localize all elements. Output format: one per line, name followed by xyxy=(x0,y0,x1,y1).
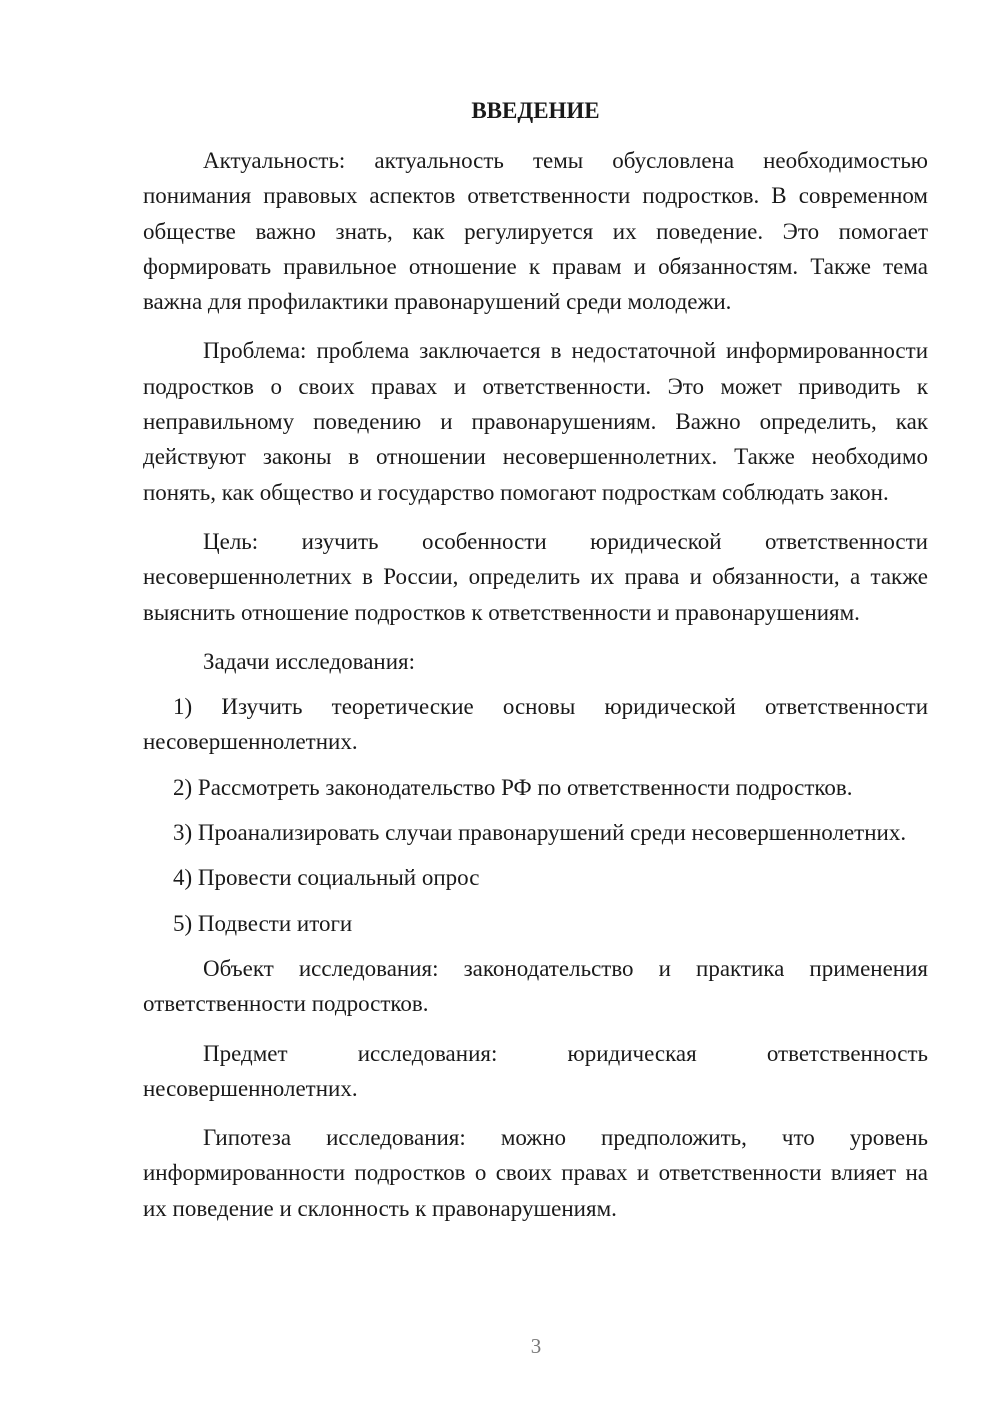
problem-paragraph: Проблема: проблема заключается в недостаточной информированности подростков о своих правах и ответственности. Это может приводить к неправильному поведению и правонарушениям. Важно определить, как действуют законы в отношении несовершеннолетних. Также необходимо понять, как общество и государство помогают подросткам соблюдать закон. xyxy=(143,338,928,505)
section-title: ВВЕДЕНИЕ xyxy=(471,98,600,123)
task-item: 5) Подвести итоги xyxy=(173,910,353,936)
task-item: 4) Провести социальный опрос xyxy=(173,865,480,891)
subject-paragraph: Предмет исследования: юридическая ответственность несовершеннолетних. xyxy=(143,1040,928,1101)
relevance-paragraph: Актуальность: актуальность темы обусловлена необходимостью понимания правовых аспектов ответственности подростков. В современном обществе важно знать, как регулируется их поведение. Это помогает формировать правильное отношение к правам и обязанностям. Также тема важна для профилактики правонарушений среди молодежи. xyxy=(143,148,928,315)
hypothesis-paragraph: Гипотеза исследования: можно предположить, что уровень информированности подростков о своих правах и ответственности влияет на их поведение и склонность к правонарушениям. xyxy=(143,1125,928,1221)
object-paragraph: Объект исследования: законодательство и практика применения ответственности подростков. xyxy=(143,955,928,1017)
goal-paragraph: Цель: изучить особенности юридической ответственности несовершеннолетних в России, определить их права и обязанности, а также выяснить отношение подростков к ответственности и правонарушениям. xyxy=(143,528,928,625)
task-item: 1) Изучить теоретические основы юридической ответственности несовершеннолетних. xyxy=(143,694,928,755)
page-number: 3 xyxy=(530,1334,542,1358)
task-item: 2) Рассмотреть законодательство РФ по ответственности подростков. xyxy=(173,774,853,800)
page-content xyxy=(143,93,928,1240)
tasks-heading: Задачи исследования: xyxy=(203,648,416,674)
task-item: 3) Проанализировать случаи правонарушений среди несовершеннолетних. xyxy=(173,820,907,846)
